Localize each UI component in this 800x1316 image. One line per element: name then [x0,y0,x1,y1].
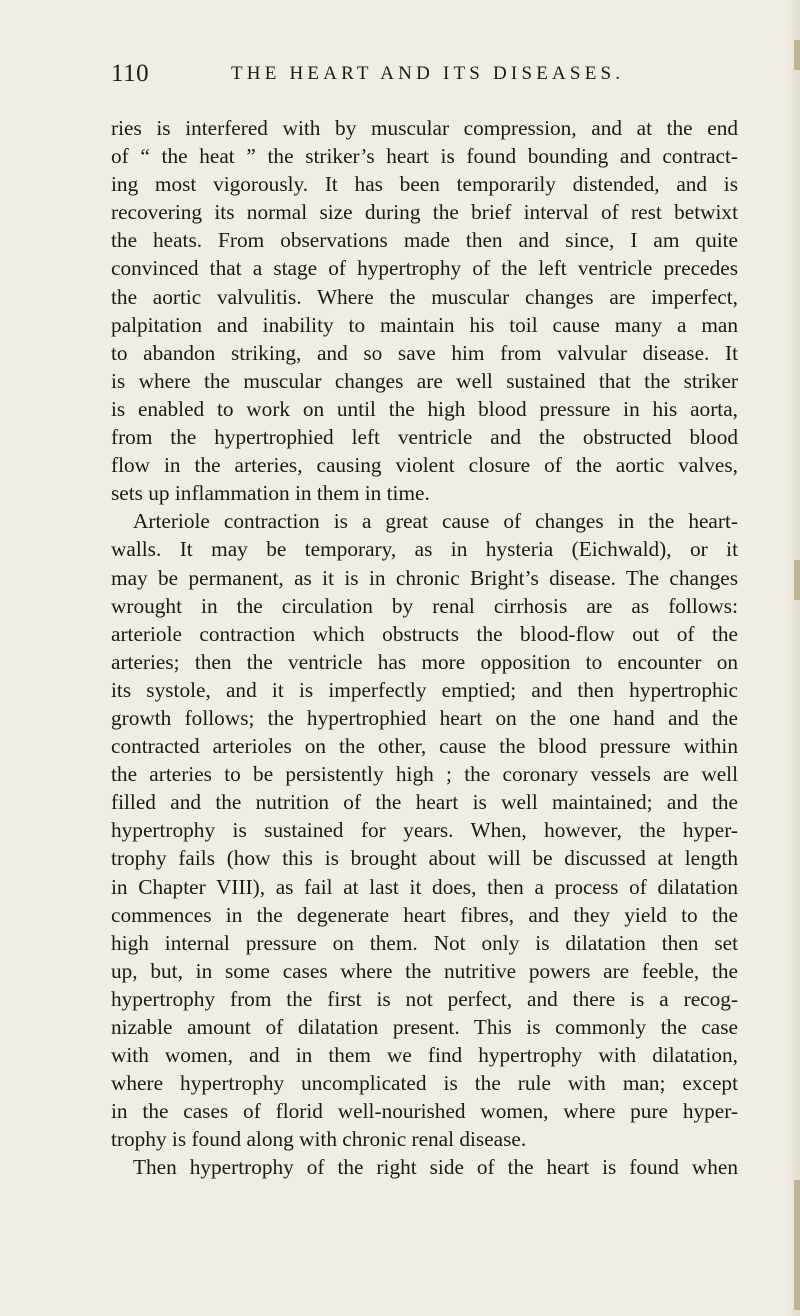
text-line: up, but, in some cases where the nutritive powers are feeble, the [111,958,738,983]
page-edge-shadow [786,0,800,1316]
text-line: recovering its normal size during the brief interval of rest betwixt [111,200,738,225]
text-line: sets up inflammation in them in time. [111,481,430,506]
running-title: THE HEART AND ITS DISEASES. [231,63,625,84]
text-line: with women, and in them we find hypertrophy with dilatation, [111,1043,738,1068]
text-line: flow in the arteries, causing violent closure of the aortic valves, [111,453,738,478]
text-line: trophy fails (how this is brought about will be discussed at length [111,846,738,871]
text-line: its systole, and it is imperfectly emptied; and then hypertrophic [111,677,738,702]
text-line: nizable amount of dilatation present. This is commonly the case [111,1015,738,1039]
text-line: arteriole contraction which obstructs the blood-flow out of the [111,621,738,646]
text-line: to abandon striking, and so save him from valvular disease. It [111,340,738,365]
body-text [111,114,738,1182]
text-line: is enabled to work on until the high blood pressure in his aorta, [111,396,738,421]
page-edge-mark [794,40,800,70]
text-line: hypertrophy from the first is not perfect, and there is a recog- [111,986,738,1011]
text-line: arteries; then the ventricle has more opposition to encounter on [111,649,738,674]
text-line: palpitation and inability to maintain his toil cause many a man [111,312,738,337]
text-line: the heats. From observations made then and since, I am quite [111,228,738,253]
text-line: commences in the degenerate heart fibres, and they yield to the [111,902,738,927]
text-line: high internal pressure on them. Not only is dilatation then set [111,930,738,955]
text-line: may be permanent, as it is in chronic Bright’s disease. The changes [111,565,738,590]
text-line: trophy is found along with chronic renal disease. [111,1127,527,1152]
page-edge-mark [794,560,800,600]
text-line: convinced that a stage of hypertrophy of the left ventricle precedes [111,256,738,281]
page-number: 110 [111,60,150,87]
text-line: the arteries to be persistently high ; the coronary vessels are well [111,762,738,787]
page-header [111,60,711,94]
text-line: in the cases of florid well-nourished women, where pure hyper- [111,1099,738,1124]
text-line: filled and the nutrition of the heart is well maintained; and the [111,790,738,815]
text-line: where hypertrophy uncomplicated is the rule with man; except [111,1071,738,1096]
text-line: walls. It may be temporary, as in hysteria (Eichwald), or it [111,537,738,562]
text-line: Then hypertrophy of the right side of the heart is found when [133,1155,738,1180]
text-line: wrought in the circulation by renal cirrhosis are as follows: [111,593,738,618]
page-edge-mark [794,1180,800,1310]
text-line: Arteriole contraction is a great cause of changes in the heart- [133,509,738,534]
text-line: contracted arterioles on the other, cause the blood pressure within [111,734,738,759]
text-line: hypertrophy is sustained for years. When, however, the hyper- [111,818,738,843]
text-line: is where the muscular changes are well sustained that the striker [111,368,738,393]
text-line: of “ the heat ” the striker’s heart is found bounding and contract- [111,144,738,169]
text-line: in Chapter VIII), as fail at last it does, then a process of dilatation [111,874,738,899]
text-line: ing most vigorously. It has been temporarily distended, and is [111,172,738,197]
text-line: ries is interfered with by muscular compression, and at the end [111,116,738,140]
text-line: from the hypertrophied left ventricle and the obstructed blood [111,425,738,450]
text-line: growth follows; the hypertrophied heart on the one hand and the [111,705,738,730]
text-line: the aortic valvulitis. Where the muscular changes are imperfect, [111,284,738,309]
